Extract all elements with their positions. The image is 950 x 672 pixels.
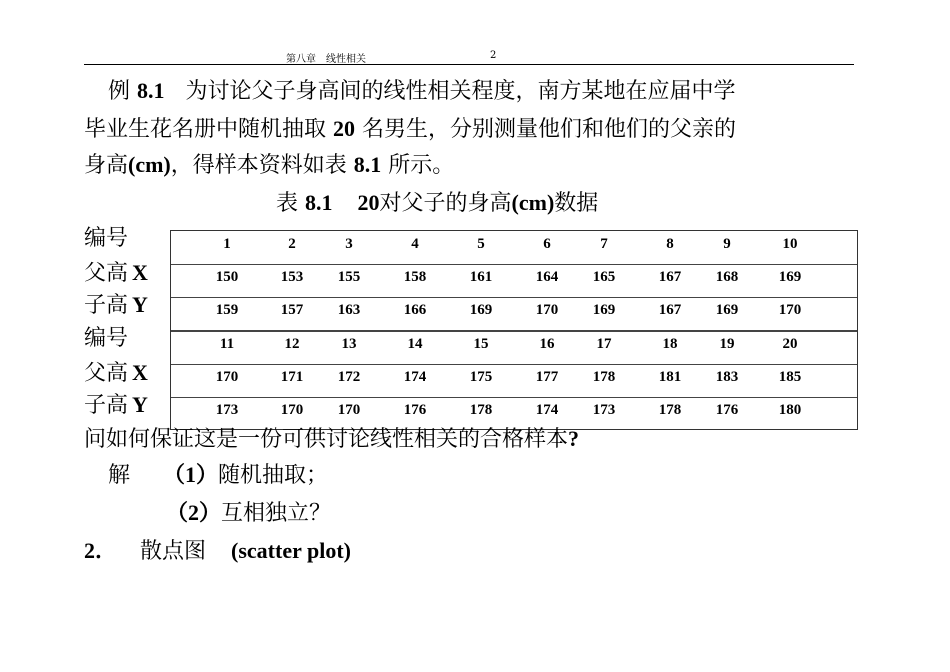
row-label bbox=[84, 262, 148, 285]
table-cell: 158 bbox=[403, 269, 427, 285]
table-cell: 164 bbox=[535, 269, 559, 285]
table-cell: 177 bbox=[535, 369, 559, 385]
table-cell: 166 bbox=[403, 302, 427, 318]
table-cell: 10 bbox=[782, 236, 798, 252]
paragraph-text-3b: ，得样本资料如表 bbox=[170, 153, 347, 178]
table-cell: 153 bbox=[280, 269, 304, 285]
table-cell: 18 bbox=[662, 336, 678, 352]
table-cell: 170 bbox=[337, 402, 361, 418]
table-cell: 163 bbox=[337, 302, 361, 318]
table-ref-number: 8.1 bbox=[353, 152, 382, 177]
paragraph-line-2 bbox=[84, 118, 736, 141]
table-cell: 7 bbox=[600, 236, 608, 252]
table-cell: 172 bbox=[337, 369, 361, 385]
answer-item-1-number: （1） bbox=[163, 462, 219, 487]
table-cell: 171 bbox=[280, 369, 304, 385]
table-cell: 1 bbox=[223, 236, 231, 252]
table-rule bbox=[171, 364, 857, 365]
table-cell: 2 bbox=[288, 236, 296, 252]
row-label bbox=[84, 328, 128, 350]
page-number: 2 bbox=[490, 50, 497, 61]
table-cell: 170 bbox=[778, 302, 802, 318]
table-cell: 161 bbox=[469, 269, 493, 285]
caption-text-b: 数据 bbox=[554, 191, 599, 216]
table-cell: 150 bbox=[215, 269, 239, 285]
paragraph-text-3a: 身高 bbox=[84, 153, 129, 178]
table-caption bbox=[276, 192, 598, 215]
table-cell: 169 bbox=[715, 302, 739, 318]
table-cell: 176 bbox=[403, 402, 427, 418]
section-title: 散点图 bbox=[140, 539, 207, 564]
table-cell: 178 bbox=[592, 369, 616, 385]
table-cell: 17 bbox=[596, 336, 612, 352]
chapter-title: 第八章 线性相关 bbox=[286, 54, 366, 65]
table-cell: 8 bbox=[666, 236, 674, 252]
caption-text-a: 对父子的身高 bbox=[379, 191, 512, 216]
table-cell: 9 bbox=[723, 236, 731, 252]
table-cell: 6 bbox=[543, 236, 551, 252]
table-cell: 5 bbox=[477, 236, 485, 252]
paragraph-line-3 bbox=[84, 154, 454, 177]
row-label-text: 编号 bbox=[84, 226, 129, 251]
table-cell: 20 bbox=[782, 336, 798, 352]
table-cell: 174 bbox=[403, 369, 427, 385]
table-cell: 175 bbox=[469, 369, 493, 385]
table-cell: 4 bbox=[411, 236, 419, 252]
paragraph-text-3c: 所示。 bbox=[388, 153, 455, 178]
table-cell: 13 bbox=[341, 336, 357, 352]
table-cell: 12 bbox=[284, 336, 300, 352]
table-cell: 170 bbox=[280, 402, 304, 418]
section-heading bbox=[84, 540, 351, 563]
section-english-title: (scatter plot) bbox=[231, 538, 351, 563]
answer-line-1 bbox=[108, 464, 328, 487]
table-cell: 181 bbox=[658, 369, 682, 385]
answer-item-2-number: （2） bbox=[166, 500, 222, 525]
row-label bbox=[84, 362, 148, 385]
table-cell: 176 bbox=[715, 402, 739, 418]
answer-line-2 bbox=[166, 502, 331, 525]
row-label bbox=[84, 294, 148, 317]
section-number: 2． bbox=[84, 538, 118, 563]
row-label-text: 编号 bbox=[84, 326, 129, 351]
table-cell: 173 bbox=[215, 402, 239, 418]
paragraph-text-1: 为讨论父子身高间的线性相关程度，南方某地在应届中学 bbox=[185, 79, 736, 104]
table-rule bbox=[171, 397, 857, 398]
row-label bbox=[84, 394, 148, 417]
question-mark: ? bbox=[568, 426, 580, 451]
sample-count: 20 bbox=[333, 116, 356, 141]
answer-label: 解 bbox=[108, 463, 131, 488]
table-rule-divider bbox=[171, 330, 857, 332]
table-cell: 167 bbox=[658, 269, 682, 285]
row-label-variable: X bbox=[132, 260, 148, 285]
table-cell: 167 bbox=[658, 302, 682, 318]
table-cell: 183 bbox=[715, 369, 739, 385]
paragraph-text-2b: 名男生，分别测量他们和他们的父亲的 bbox=[362, 117, 737, 142]
caption-count: 20 bbox=[357, 190, 380, 215]
table-rule bbox=[171, 264, 857, 265]
answer-item-1-text: 随机抽取； bbox=[218, 463, 329, 488]
table-cell: 14 bbox=[407, 336, 423, 352]
paragraph-text-2a: 毕业生花名册中随机抽取 bbox=[84, 117, 327, 142]
page-header bbox=[84, 50, 854, 65]
row-label-text: 父高 bbox=[84, 361, 129, 386]
table-cell: 174 bbox=[535, 402, 559, 418]
table-cell: 165 bbox=[592, 269, 616, 285]
row-label-variable: Y bbox=[132, 392, 148, 417]
caption-prefix: 表 bbox=[276, 191, 299, 216]
table-cell: 169 bbox=[778, 269, 802, 285]
table-cell: 173 bbox=[592, 402, 616, 418]
caption-unit: (cm) bbox=[511, 190, 555, 215]
data-table bbox=[170, 230, 858, 430]
row-label-variable: Y bbox=[132, 292, 148, 317]
caption-number: 8.1 bbox=[305, 190, 333, 215]
table-cell: 170 bbox=[215, 369, 239, 385]
paragraph-line-1 bbox=[108, 80, 736, 103]
table-cell: 159 bbox=[215, 302, 239, 318]
unit-cm: (cm) bbox=[128, 152, 171, 177]
table-rule bbox=[171, 297, 857, 298]
row-label-text: 子高 bbox=[84, 293, 129, 318]
table-cell: 169 bbox=[469, 302, 493, 318]
table-cell: 155 bbox=[337, 269, 361, 285]
example-label: 例 bbox=[108, 79, 131, 104]
table-cell: 19 bbox=[719, 336, 735, 352]
table-cell: 157 bbox=[280, 302, 304, 318]
question-text: 问如何保证这是一份可供讨论线性相关的合格样本 bbox=[84, 427, 569, 452]
row-label-text: 子高 bbox=[84, 393, 129, 418]
table-cell: 169 bbox=[592, 302, 616, 318]
table-cell: 168 bbox=[715, 269, 739, 285]
answer-item-2-text: 互相独立？ bbox=[221, 501, 332, 526]
table-cell: 185 bbox=[778, 369, 802, 385]
table-cell: 15 bbox=[473, 336, 489, 352]
table-cell: 170 bbox=[535, 302, 559, 318]
row-label-variable: X bbox=[132, 360, 148, 385]
row-label bbox=[84, 228, 128, 250]
table-cell: 178 bbox=[469, 402, 493, 418]
table-cell: 11 bbox=[219, 336, 235, 352]
example-number: 8.1 bbox=[137, 78, 165, 103]
table-cell: 16 bbox=[539, 336, 555, 352]
table-cell: 3 bbox=[345, 236, 353, 252]
row-label-text: 父高 bbox=[84, 261, 129, 286]
table-cell: 178 bbox=[658, 402, 682, 418]
question-line bbox=[84, 428, 579, 451]
table-cell: 180 bbox=[778, 402, 802, 418]
